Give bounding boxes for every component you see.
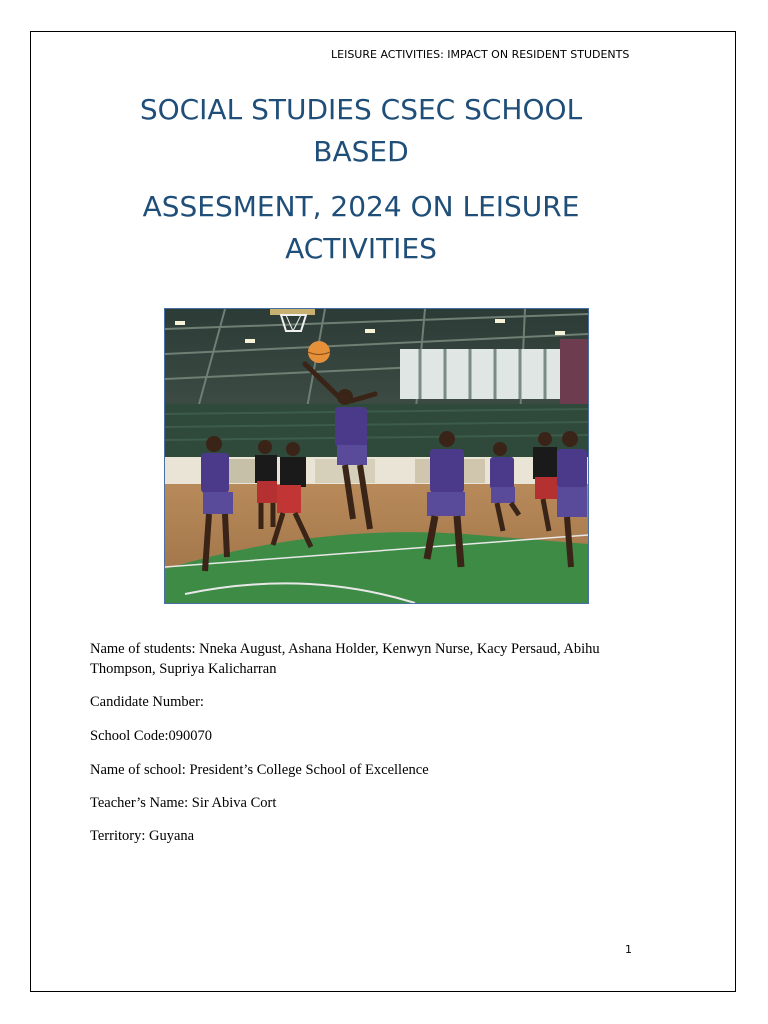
document-title-line-2: ASSESMENT, 2024 ON LEISURE ACTIVITIES <box>142 190 580 265</box>
basketball-game-photo <box>164 308 589 604</box>
students-names: Name of students: Nneka August, Ashana Holder, Kenwyn Nurse, Kacy Persaud, Abihu Thompson, Supriya Kalicharran <box>90 641 600 677</box>
page-number: 1 <box>625 943 632 956</box>
document-title-line-1: SOCIAL STUDIES CSEC SCHOOL BASED <box>139 93 583 168</box>
candidate-number: Candidate Number: <box>90 694 204 710</box>
running-header: LEISURE ACTIVITIES: IMPACT ON RESIDENT STUDENTS <box>331 48 630 61</box>
school-name: Name of school: President’s College School of Excellence <box>90 762 429 778</box>
school-code: School Code:090070 <box>90 728 213 744</box>
territory: Territory: Guyana <box>90 828 195 844</box>
teacher-name: Teacher’s Name: Sir Abiva Cort <box>90 795 277 811</box>
